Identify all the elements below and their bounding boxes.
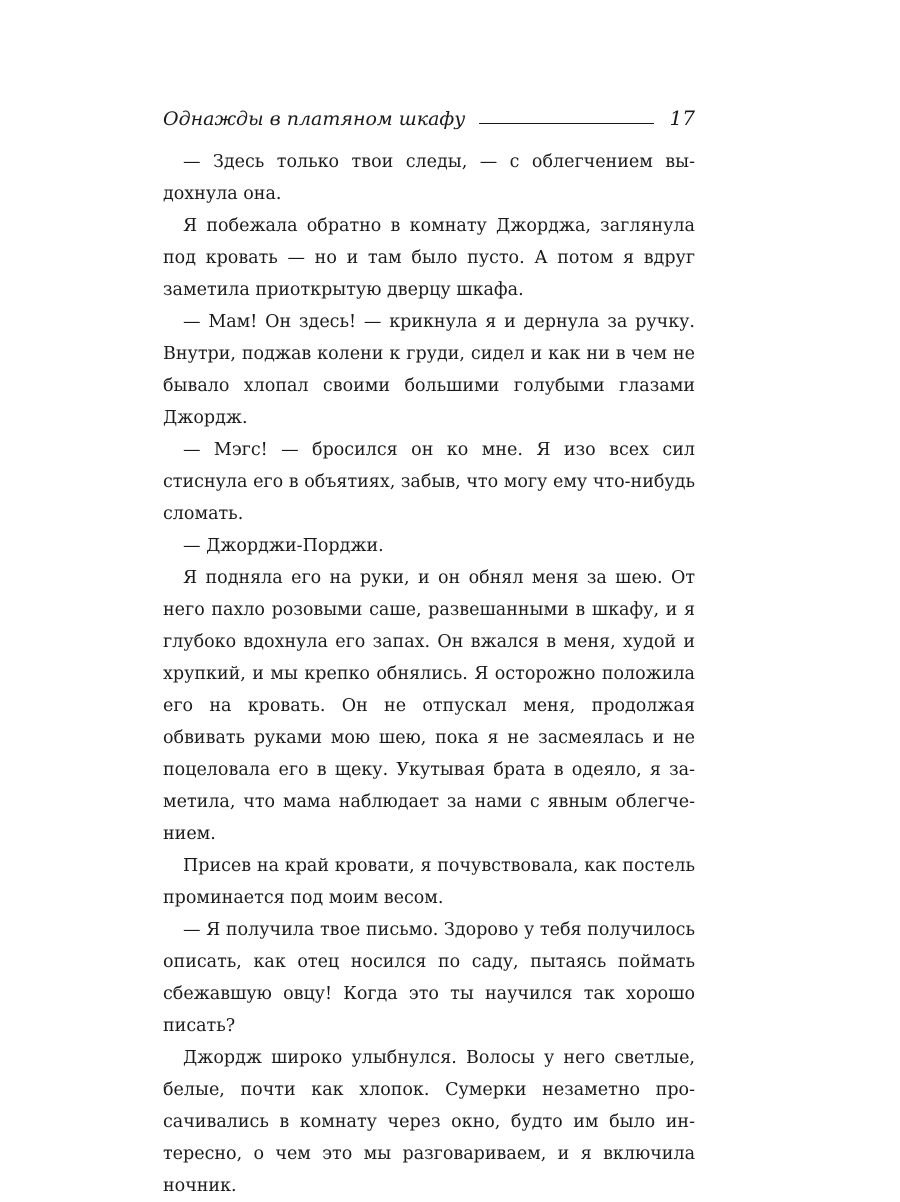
paragraph: Джордж широко улыбнулся. Волосы у него светлые, белые, почти как хлопок. Сумерки незаметно просачивались в комнату через окно, будто им было интересно, о чем это мы разговариваем, и я включила ночник. <box>163 1048 695 1196</box>
running-title: Однажды в платяном шкафу <box>163 108 466 130</box>
paragraph: Я подняла его на руки, и он обнял меня за шею. От него пахло розовыми саше, развешанными в шкафу, и я глубоко вдохнула его запах. Он вжался в меня, худой и хрупкий, и мы крепко обнялись. Я осторожно положила его на кровать. Он не отпускал меня, продолжая обвивать руками мою шею, пока я не засмеялась и не поцеловала его в щеку. Укутывая брата в одеяло, я заметила, что мама наблюдает за нами с явным облегчением. <box>163 568 695 844</box>
paragraph: — Джорджи-Порджи. <box>183 536 384 556</box>
paragraph: Я побежала обратно в комнату Джорджа, заглянула под кровать — но и там было пусто. А потом я вдруг заметила приоткрытую дверцу шкафа. <box>163 216 695 300</box>
paragraph: — Я получила твое письмо. Здорово у тебя получилось описать, как отец носился по саду, пытаясь поймать сбежавшую овцу! Когда это ты научился так хорошо писать? <box>163 920 695 1036</box>
paragraph: Присев на край кровати, я почувствовала, как постель проминается под моим весом. <box>163 856 695 908</box>
body-text <box>163 146 695 1202</box>
running-head <box>163 100 695 130</box>
page-number: 17 <box>669 106 695 130</box>
paragraph: — Здесь только твои следы, — с облегчением выдохнула она. <box>163 152 695 204</box>
paragraph: — Мэгс! — бросился он ко мне. Я изо всех сил стиснула его в объятиях, забыв, что могу ему что-нибудь сломать. <box>163 440 695 524</box>
paragraph: — Мам! Он здесь! — крикнула я и дернула за ручку. Внутри, поджав колени к груди, сидел и как ни в чем не бывало хлопал своими большими голубыми глазами Джордж. <box>163 312 695 428</box>
header-rule <box>479 123 653 124</box>
